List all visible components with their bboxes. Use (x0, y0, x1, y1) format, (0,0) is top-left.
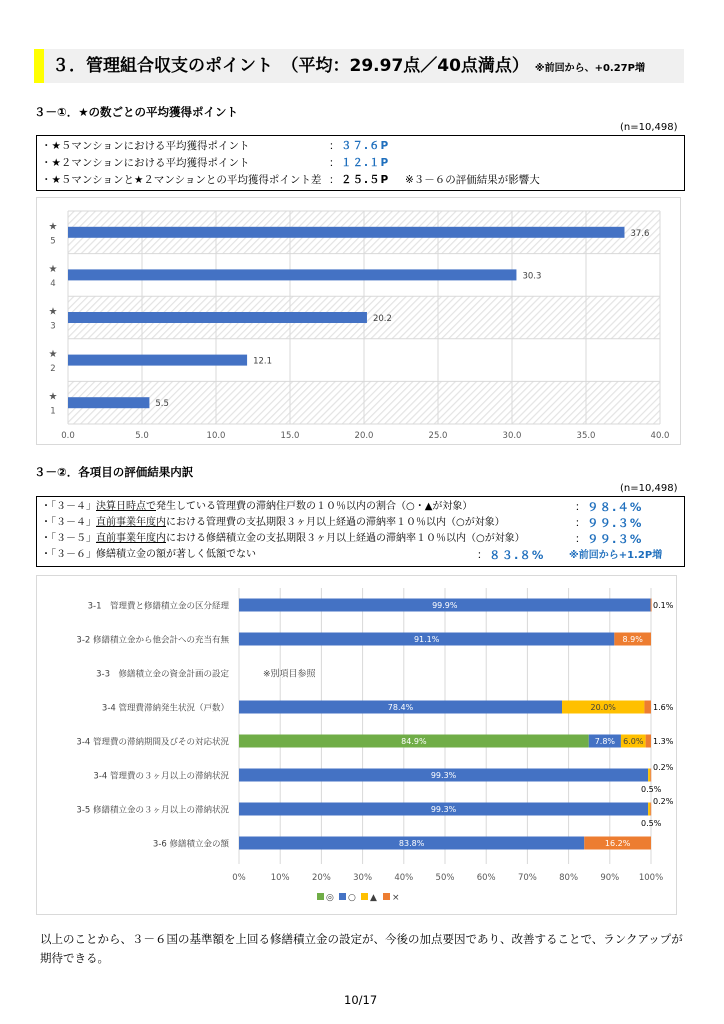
section2-row (41, 516, 505, 530)
section2-row (41, 548, 256, 562)
chart2-category-label: 3-4 管理費滞納発生状況（戸数） (101, 703, 229, 714)
row-colon: ： (575, 517, 586, 529)
row-value: １２.１P (341, 157, 390, 169)
section1-row (41, 156, 249, 170)
chart2-data-label: 1.3% (653, 737, 674, 746)
page-title (52, 54, 645, 81)
chart2-tick-label: 0% (232, 873, 246, 883)
row-label-underlined: 直前事業年度内 (96, 533, 166, 544)
row-colon: ： (329, 157, 340, 169)
row-label: ・★５マンションと★２マンションとの平均獲得ポイント差 (41, 174, 322, 186)
chart1-category-label: 3 (50, 321, 56, 332)
chart2-category-label: 3-4 管理費の３ヶ月以上の滞納状況 (93, 771, 229, 782)
section2-row (41, 532, 525, 546)
chart2-data-label: 0.5% (641, 819, 662, 828)
chart1-tick-label: 20.0 (354, 431, 374, 441)
chart2-data-label: 0.1% (653, 601, 674, 610)
section1-sample-size: (n=10,498) (620, 122, 678, 133)
chart2-data-label: 1.6% (653, 703, 674, 712)
row-colon: ： (477, 549, 488, 561)
chart2-tick-label: 50% (435, 873, 455, 883)
chart2-bar-segment (648, 769, 650, 782)
section2-title: ３－②．各項目の評価結果内訳 (34, 465, 194, 479)
conclusion-text: 以上のことから、３－６国の基準額を上回る修繕積立金の設定が、今後の加点要因であり、改善することで、ランクアップが期待できる。 (40, 932, 683, 965)
chart2-category-label: 3-3 修繕積立金の資金計画の設定 (96, 669, 229, 680)
chart1-data-label: 12.1 (253, 356, 273, 367)
row-colon: ： (329, 140, 340, 152)
chart2-tick-label: 80% (559, 873, 579, 883)
chart1-category-star: ★ (48, 391, 58, 403)
chart1-bar (68, 269, 516, 280)
chart2-tick-label: 90% (600, 873, 620, 883)
row-value: ９９.３% (587, 516, 643, 530)
chart2-bar-segment (651, 599, 652, 612)
row-label: ・★２マンションにおける平均獲得ポイント (41, 157, 250, 169)
row-label-prefix: ・「３－４」 (41, 501, 96, 512)
chart2-data-label: 91.1% (413, 635, 440, 644)
chart2-legend-swatch (361, 893, 368, 900)
row-colon: ： (329, 174, 340, 186)
row-label-underlined: 決算日時点で (96, 501, 156, 512)
chart2-legend-label: ○ (348, 893, 356, 903)
chart1-tick-label: 40.0 (650, 431, 670, 441)
chart1-tick-label: 35.0 (576, 431, 596, 441)
section1-summary-box (36, 135, 685, 191)
chart2-category-label: 3-1 管理費と修繕積立金の区分経理 (87, 601, 229, 612)
row-label-prefix: ・「３－６」 (41, 549, 96, 560)
chart2-tick-label: 40% (394, 873, 414, 883)
row-label-suffix: 修繕積立金の額が著しく低額でない (96, 549, 256, 560)
chart1-data-label: 37.6 (630, 228, 650, 239)
row-note: ※前回から+1.2P増 (569, 550, 663, 561)
section1-title: ３－①．★の数ごとの平均獲得ポイント (34, 105, 239, 119)
chart1-data-label: 5.5 (155, 399, 169, 410)
chart2-data-label: 0.5% (641, 785, 662, 794)
row-value: ３７.６P (341, 140, 390, 152)
chart1-data-label: 20.2 (372, 314, 392, 324)
row-colon: ： (575, 533, 586, 545)
row-value: ２５.５P (341, 174, 390, 186)
chart2-bar-segment (650, 803, 651, 816)
chart2-tick-label: 20% (311, 873, 331, 883)
page-number: 10/17 (344, 993, 378, 1007)
section1-row (41, 139, 249, 153)
header-accent-bar (34, 49, 44, 83)
chart1-category-star: ★ (48, 263, 58, 275)
chart2-data-label: 0.2% (653, 797, 674, 806)
chart1-tick-label: 10.0 (206, 431, 226, 441)
chart2-data-label: 83.8% (398, 839, 425, 848)
chart1-category-label: 2 (50, 364, 56, 375)
chart1-tick-label: 0.0 (61, 431, 75, 441)
chart1-category-star: ★ (48, 221, 58, 233)
chart2-legend-swatch (317, 893, 324, 900)
chart2-tick-label: 100% (638, 873, 664, 883)
section1-row (41, 173, 321, 187)
chart2-note: ※別項目参照 (263, 669, 316, 680)
evaluation-breakdown-chart-svg (37, 576, 678, 916)
chart2-bar-segment (646, 735, 651, 748)
chart2-category-label: 3-5 修繕積立金の３ヶ月以上の滞納状況 (76, 805, 229, 816)
row-value: ９８.４% (587, 500, 643, 514)
row-value: ８３.８% (489, 548, 545, 562)
chart1-data-label: 30.3 (522, 271, 542, 282)
chart1-tick-label: 15.0 (280, 431, 300, 441)
chart2-data-label: 7.8% (594, 737, 616, 746)
chart2-tick-label: 30% (353, 873, 373, 883)
chart1-bar (68, 227, 624, 238)
page-title-text: ３．管理組合収支のポイント （平均：29.97点／40点満点） (52, 56, 529, 76)
chart1-category-star: ★ (48, 349, 58, 361)
page-title-note: ※前回から、+0.27P増 (534, 63, 645, 74)
chart2-category-label: 3-4 管理費の滞納期間及びその対応状況 (76, 737, 229, 748)
chart2-bar-segment (650, 769, 651, 782)
row-label-suffix: 発生している管理費の滞納住戸数の１０％以内の割合（○・▲が対象） (156, 501, 473, 512)
chart2-data-label: 78.4% (387, 703, 414, 712)
chart2-category-label: 3-2 修繕積立金から他会計への充当有無 (76, 635, 229, 646)
row-label-suffix: における修繕積立金の支払期限３ヶ月以上経過の滞納率１０％以内（○が対象） (166, 533, 525, 544)
chart1-category-label: 4 (50, 278, 56, 289)
chart2-tick-label: 70% (517, 873, 537, 883)
chart1-bar (68, 355, 247, 366)
star-points-chart (36, 197, 681, 445)
row-label-prefix: ・「３－４」 (41, 517, 96, 528)
chart1-tick-label: 30.0 (502, 431, 522, 441)
chart1-category-star: ★ (48, 306, 58, 318)
chart2-legend-label: × (392, 893, 400, 903)
chart2-data-label: 20.0% (590, 703, 616, 712)
star-points-chart-svg (37, 198, 682, 446)
chart2-data-label: 6.0% (623, 737, 644, 746)
chart2-data-label: 0.2% (653, 763, 674, 772)
row-label: ・★５マンションにおける平均獲得ポイント (41, 140, 250, 152)
chart2-tick-label: 60% (476, 873, 496, 883)
chart2-bar-segment (644, 701, 651, 714)
section2-summary-box (36, 496, 685, 567)
chart1-category-label: 5 (50, 236, 56, 247)
chart2-data-label: 99.9% (432, 601, 458, 610)
chart2-category-label: 3-6 修繕積立金の額 (152, 839, 229, 850)
row-label-suffix: における管理費の支払期限３ヶ月以上経過の滞納率１０％以内（○が対象） (166, 517, 505, 528)
chart1-bar (68, 312, 367, 323)
row-colon: ： (575, 501, 586, 513)
chart2-data-label: 99.3% (430, 771, 457, 780)
chart2-data-label: 84.9% (401, 737, 427, 746)
chart1-tick-label: 25.0 (428, 431, 448, 441)
chart2-data-label: 8.9% (622, 635, 643, 644)
row-label-underlined: 直前事業年度内 (96, 517, 166, 528)
row-note: ※３－６の評価結果が影響大 (405, 174, 540, 186)
chart2-bar-segment (648, 803, 650, 816)
chart1-bar (68, 397, 149, 408)
chart2-legend-swatch (383, 893, 390, 900)
chart1-category-label: 1 (50, 406, 56, 417)
evaluation-breakdown-chart (36, 575, 677, 915)
chart2-tick-label: 10% (270, 873, 290, 883)
chart2-legend-label: ◎ (326, 893, 334, 903)
section2-row (41, 500, 472, 514)
chart1-tick-label: 5.0 (135, 431, 149, 441)
row-label-prefix: ・「３－５」 (41, 533, 96, 544)
row-value: ９９.３% (587, 532, 643, 546)
chart2-legend-label: ▲ (370, 893, 377, 903)
section2-sample-size: (n=10,498) (620, 483, 678, 494)
chart2-data-label: 99.3% (430, 805, 457, 814)
chart2-data-label: 16.2% (604, 839, 631, 848)
chart2-legend-swatch (339, 893, 346, 900)
